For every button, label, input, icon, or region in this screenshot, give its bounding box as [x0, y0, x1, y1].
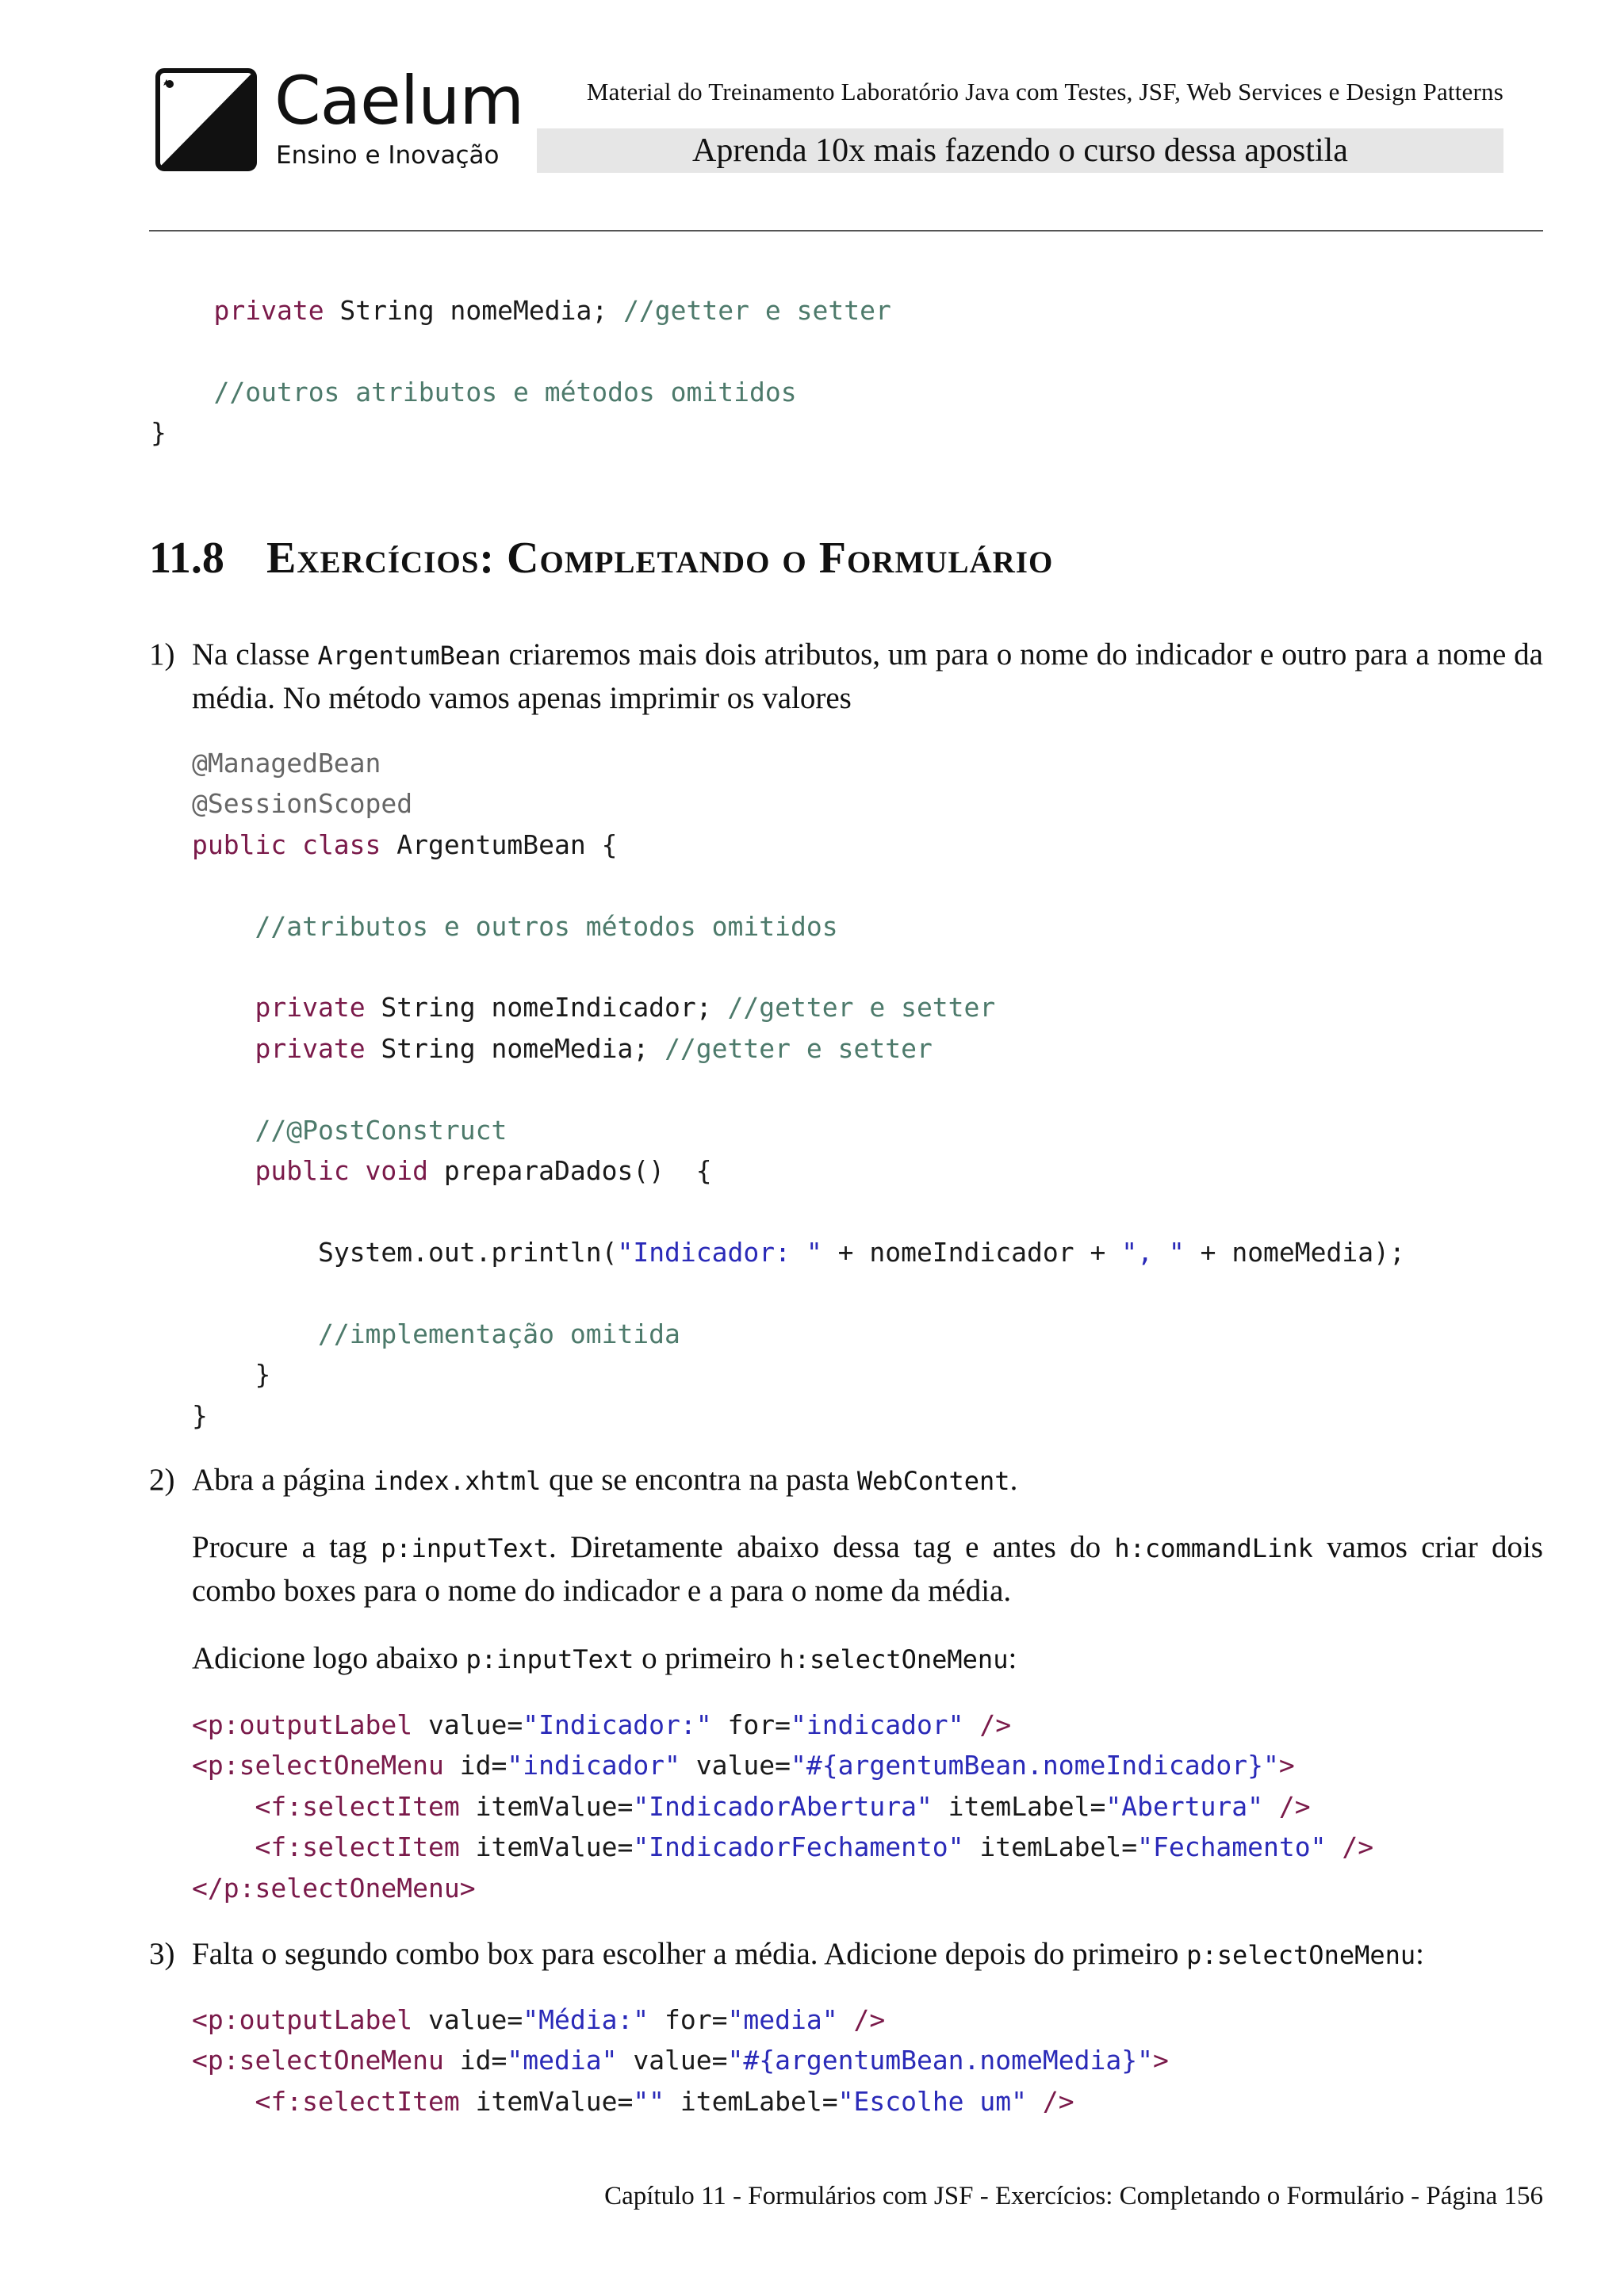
- promo-banner: [537, 128, 1503, 173]
- training-title: Material do Treinamento Laboratório Java com Testes, JSF, Web Services e Design Patterns: [586, 78, 1503, 105]
- code-block-top: private String nomeMedia; //getter e setter //outros atributos e métodos omitidos }: [151, 295, 891, 449]
- caelum-logo: [155, 62, 524, 176]
- header-divider: [149, 230, 1543, 232]
- logo-tagline: Ensino e Inovação: [276, 141, 500, 170]
- code-block-indicador-menu: <p:outputLabel value="Indicador:" for="indicador" /> <p:selectOneMenu id="indicador" value="#{argentumBean.nomeIndicador}"> <f:selectItem itemValue="IndicadorAbertura" itemLabel="Abertura" /> <f:selectItem itemValue="IndicadorFechamento" itemLabel="Fechamento" /> </p:selectOneMenu>: [192, 1709, 1374, 1904]
- list-number-3: 3): [149, 1937, 175, 1971]
- code-block-argentumbean: @ManagedBean @SessionScoped public class ArgentumBean { //atributos e outros métodos omitidos private String nomeIndicador; //getter e setter private String nomeMedia; //getter e setter //@PostConstruct public void preparaDados() { System.out.println("Indicador: " + nomeIndicador + ", " + nomeMedia); //implementação omitida } }: [192, 748, 1405, 1431]
- item2-paragraph-1: Abra a página index.xhtml que se encontra na pasta WebContent.: [192, 1463, 1018, 1497]
- section-title: Exercícios: Completando o Formulário: [266, 534, 1054, 583]
- item1-text: Na classe ArgentumBean criaremos mais dois atributos, um para o nome do indicador e outro para a nome da média. No método vamos apenas imprimir os valores: [192, 637, 1543, 715]
- item3-text: Falta o segundo combo box para escolher a média. Adicione depois do primeiro p:selectOneMenu:: [192, 1937, 1424, 1971]
- promo-text: Aprenda 10x mais fazendo o curso dessa apostila: [692, 132, 1348, 169]
- list-number-1: 1): [149, 637, 175, 672]
- item2-paragraph-2: Procure a tag p:inputText. Diretamente abaixo dessa tag e antes do h:commandLink vamos criar dois combo boxes para o nome do indicador e a para o nome da média.: [192, 1530, 1543, 1608]
- section-number: 11.8: [149, 534, 224, 583]
- caelum-logo-icon: [155, 68, 257, 171]
- list-number-2: 2): [149, 1463, 175, 1497]
- code-block-media-menu: <p:outputLabel value="Média:" for="media" /> <p:selectOneMenu id="media" value="#{argentumBean.nomeMedia}"> <f:selectItem itemValue="" itemLabel="Escolhe um" />: [192, 2004, 1169, 2117]
- logo-name: Caelum: [274, 62, 524, 140]
- item2-paragraph-3: Adicione logo abaixo p:inputText o primeiro h:selectOneMenu:: [192, 1641, 1017, 1675]
- section-heading: [149, 533, 1053, 584]
- page-footer: Capítulo 11 - Formulários com JSF - Exercícios: Completando o Formulário - Página 156: [604, 2182, 1543, 2210]
